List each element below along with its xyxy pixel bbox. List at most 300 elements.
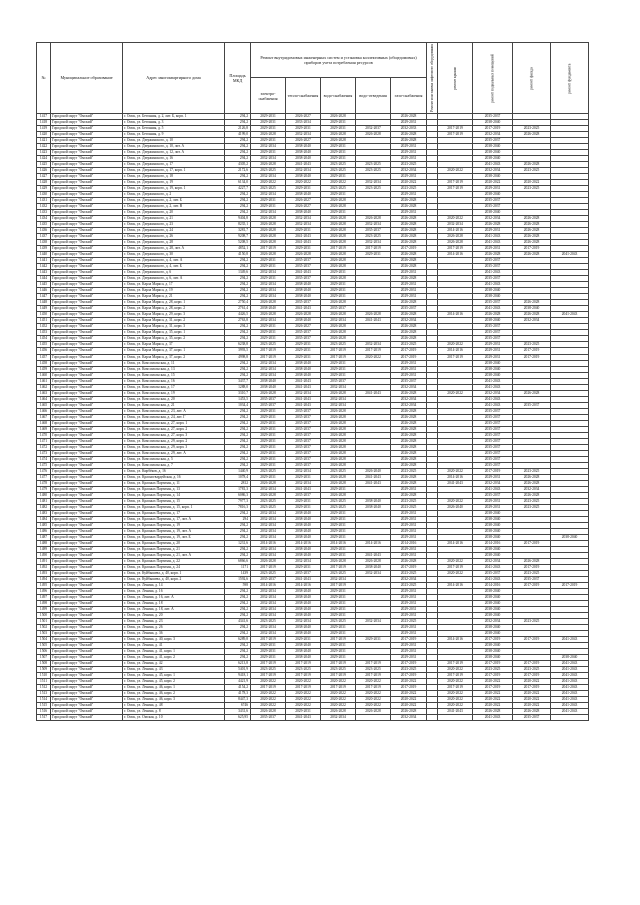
cell-basement: 2020-2022: [473, 679, 513, 685]
cell-water: 2029-2031: [321, 553, 356, 559]
cell-facade: 2026-2028: [513, 709, 551, 715]
cell-municipality: Городской округ "Омский": [51, 143, 123, 149]
cell-water: 2032-2034: [321, 402, 356, 408]
cell-sewer: 2026-2028: [356, 131, 391, 137]
cell-roof: 2020-2022: [438, 571, 473, 577]
cell-area: 3310,7: [225, 390, 251, 396]
cell-area: 4178,3: [225, 691, 251, 697]
cell-electro: 2023-2025: [251, 342, 286, 348]
cell-basement: 2038-2040: [473, 607, 513, 613]
cell-municipality: Городской округ "Омский": [51, 252, 123, 258]
cell-address: г. Омск, ул. Дзержинского, д. 20: [123, 210, 225, 216]
cell-facade: 2026-2028: [513, 300, 551, 306]
cell-row-num: 1467: [37, 414, 51, 420]
cell-roof: 2041-2043: [438, 480, 473, 486]
cell-electro: 2032-2034: [251, 143, 286, 149]
cell-electro: 2032-2034: [251, 294, 286, 300]
cell-area: 294,2: [225, 294, 251, 300]
cell-basement: 2038-2040: [473, 366, 513, 372]
cell-heat: 2029-2031: [286, 125, 321, 131]
cell-heat: 2038-2040: [286, 655, 321, 661]
cell-water: 2029-2031: [321, 607, 356, 613]
cell-water: 2029-2031: [321, 649, 356, 655]
cell-municipality: Городской округ "Омский": [51, 306, 123, 312]
cell-water: 2029-2031: [321, 372, 356, 378]
cell-address: г. Омск, ул. Дзержинского, д. 26: [123, 234, 225, 240]
cell-water: 2029-2031: [321, 210, 356, 216]
cell-gas: 2017-2019: [391, 565, 427, 571]
cell-water: 2029-2031: [321, 595, 356, 601]
cell-gas: 2023-2025: [391, 468, 427, 474]
cell-water: 2017-2019: [321, 673, 356, 679]
cell-electro: 2026-2028: [251, 559, 286, 565]
cell-area: 9418,1: [225, 673, 251, 679]
cell-water: 2017-2019: [321, 348, 356, 354]
cell-gas: 2029-2031: [391, 553, 427, 559]
cell-heat: 2041-2043: [286, 306, 321, 312]
cell-address: г. Омск, ул. Комсомольская, д. 27, корп. 3: [123, 432, 225, 438]
cell-address: г. Омск, ул. Карла Маркса, д. 28, корп. 1: [123, 300, 225, 306]
cell-basement: 2035-2037: [473, 198, 513, 204]
cell-area: 4341,6: [225, 619, 251, 625]
cell-address: г. Омск, ул. Дзержинского, д. 10, лит. А: [123, 143, 225, 149]
cell-area: 294,2: [225, 522, 251, 528]
cell-area: 294,2: [225, 589, 251, 595]
cell-facade: 2017-2019: [513, 540, 551, 546]
cell-water: 2029-2031: [321, 282, 356, 288]
cell-electro: 2032-2034: [251, 607, 286, 613]
cell-row-num: 1447: [37, 294, 51, 300]
cell-water: 2029-2031: [321, 625, 356, 631]
cell-sewer: 2029-2031: [356, 637, 391, 643]
cell-basement: 2029-2031: [473, 186, 513, 192]
cell-area: 6746: [225, 703, 251, 709]
cell-roof: 2020-2022: [438, 168, 473, 174]
cell-row-num: 1480: [37, 492, 51, 498]
cell-heat: 2029-2031: [286, 186, 321, 192]
cell-heat: 2020-2022: [286, 180, 321, 186]
cell-municipality: Городской округ "Омский": [51, 264, 123, 270]
cell-electro: 2029-2031: [251, 456, 286, 462]
cell-municipality: Городской округ "Омский": [51, 149, 123, 155]
cell-heat: 2032-2034: [286, 390, 321, 396]
cell-water: 2029-2031: [321, 534, 356, 540]
cell-gas: 2026-2028: [391, 450, 427, 456]
cell-address: г. Омск, ул. Бетонная, д. 9: [123, 131, 225, 137]
cell-heat: 2035-2037: [286, 492, 321, 498]
cell-municipality: Городской округ "Омский": [51, 619, 123, 625]
cell-area: 5401,9: [225, 667, 251, 673]
cell-municipality: Городской округ "Омский": [51, 180, 123, 186]
cell-address: г. Омск, ул. Бетонная, д. 5: [123, 125, 225, 131]
cell-row-num: 1460: [37, 372, 51, 378]
cell-area: 294,2: [225, 113, 251, 119]
cell-heat: 2038-2040: [286, 613, 321, 619]
cell-sewer: 2020-2022: [356, 697, 391, 703]
cell-heat: 2041-2043: [286, 577, 321, 583]
cell-municipality: Городской округ "Омский": [51, 571, 123, 577]
cell-gas: 2029-2031: [391, 294, 427, 300]
cell-gas: 2026-2028: [391, 324, 427, 330]
cell-water: 2020-2022: [321, 180, 356, 186]
cell-address: г. Омск, ул. Ленина, д. 16: [123, 589, 225, 595]
cell-basement: 2032-2034: [473, 390, 513, 396]
cell-electro: 2029-2031: [251, 414, 286, 420]
cell-electro: 2020-2022: [251, 679, 286, 685]
cell-gas: 2032-2034: [391, 396, 427, 402]
cell-sewer: 2032-2034: [356, 571, 391, 577]
cell-row-num: 1479: [37, 486, 51, 492]
cell-electro: 2026-2028: [251, 131, 286, 137]
cell-water: 2026-2028: [321, 709, 356, 715]
cell-facade: 2020-2022: [513, 703, 551, 709]
cell-address: г. Омск, ул. Дзержинского, д. 12, лит. А: [123, 149, 225, 155]
cell-municipality: Городской округ "Омский": [51, 366, 123, 372]
cell-address: г. Омск, ул. Дзержинского, д. 4, лит. Б: [123, 264, 225, 270]
cell-area: 294,2: [225, 192, 251, 198]
cell-basement: 2029-2031: [473, 342, 513, 348]
cell-gas: 2032-2034: [391, 715, 427, 721]
cell-row-num: 1512: [37, 685, 51, 691]
cell-sewer: 2017-2019: [356, 673, 391, 679]
cell-row-num: 1509: [37, 667, 51, 673]
cell-water: 2023-2025: [321, 162, 356, 168]
cell-heat: 2032-2034: [286, 480, 321, 486]
cell-gas: 2023-2025: [391, 504, 427, 510]
cell-water: 2029-2031: [321, 589, 356, 595]
cell-gas: 2029-2031: [391, 528, 427, 534]
cell-water: 2029-2031: [321, 643, 356, 649]
cell-basement: 2038-2040: [473, 360, 513, 366]
cell-water: 2029-2031: [321, 547, 356, 553]
cell-heat: 2038-2040: [286, 516, 321, 522]
cell-sewer: 2017-2019: [356, 246, 391, 252]
cell-gas: 2023-2025: [391, 667, 427, 673]
cell-row-num: 1507: [37, 655, 51, 661]
cell-address: г. Омск, ул. Комсомольская, д. 23, лит. А: [123, 408, 225, 414]
cell-basement: 2038-2040: [473, 589, 513, 595]
cell-sewer: 2032-2034: [356, 180, 391, 186]
cell-basement: 2020-2022: [473, 180, 513, 186]
cell-row-num: 1449: [37, 306, 51, 312]
cell-basement: 2038-2040: [473, 625, 513, 631]
cell-basement: 2038-2040: [473, 655, 513, 661]
cell-gas: 2017-2019: [391, 661, 427, 667]
cell-row-num: 1504: [37, 637, 51, 643]
cell-heat: 2014-2016: [286, 583, 321, 589]
cell-heat: 2023-2025: [286, 667, 321, 673]
cell-area: 4421,9: [225, 679, 251, 685]
cell-gas: 2029-2031: [391, 534, 427, 540]
cell-area: 4305,2: [225, 162, 251, 168]
cell-electro: 2026-2028: [251, 222, 286, 228]
cell-address: г. Омск, ул. Комсомольская, д. 15: [123, 372, 225, 378]
cell-water: 2026-2028: [321, 222, 356, 228]
cell-heat: 2026-2027: [286, 137, 321, 143]
cell-row-num: 1441: [37, 258, 51, 264]
cell-area: 294,2: [225, 528, 251, 534]
cell-address: г. Омск, ул. Дзержинского, д. 4, лит. А: [123, 258, 225, 264]
cell-sewer: 2020-2022: [356, 703, 391, 709]
cell-gas: 2029-2031: [391, 486, 427, 492]
cell-area: 294,2: [225, 264, 251, 270]
cell-electro: 2029-2031: [251, 643, 286, 649]
cell-electro: 2032-2034: [251, 625, 286, 631]
cell-address: г. Омск, ул. Дзержинского, д. 28: [123, 240, 225, 246]
cell-address: г. Омск, ул. Комсомольская, д. 24, лит. Г: [123, 414, 225, 420]
header-roof: ремонт крыши: [438, 43, 473, 114]
cell-facade: 2026-2028: [513, 492, 551, 498]
cell-municipality: Городской округ "Омский": [51, 510, 123, 516]
cell-gas: 2023-2025: [391, 583, 427, 589]
cell-municipality: Городской округ "Омский": [51, 258, 123, 264]
cell-gas: 2032-2034: [391, 384, 427, 390]
cell-basement: 2035-2037: [473, 264, 513, 270]
cell-sewer: 2023-2025: [356, 667, 391, 673]
cell-heat: 2033-2034: [286, 119, 321, 125]
cell-roof: [438, 715, 473, 721]
cell-electro: 2029-2031: [251, 655, 286, 661]
cell-electro: 2014-2016: [251, 540, 286, 546]
cell-water: 2026-2028: [321, 216, 356, 222]
cell-row-num: 1498: [37, 601, 51, 607]
cell-basement: 2014-2016: [473, 540, 513, 546]
cell-municipality: Городской округ "Омский": [51, 613, 123, 619]
cell-municipality: Городской округ "Омский": [51, 300, 123, 306]
cell-water: 2029-2031: [321, 613, 356, 619]
cell-basement: 2038-2040: [473, 601, 513, 607]
cell-row-num: 1448: [37, 300, 51, 306]
cell-water: 2026-2028: [321, 264, 356, 270]
cell-address: г. Омск, ул. Бетонная, д. 2, лит. Б, корп. 1: [123, 113, 225, 119]
cell-address: г. Омск, ул. Ленина, д. 18, лит. А: [123, 607, 225, 613]
cell-water: 2029-2031: [321, 360, 356, 366]
cell-area: 294,2: [225, 336, 251, 342]
cell-municipality: Городской округ "Омский": [51, 607, 123, 613]
cell-heat: 2035-2037: [286, 408, 321, 414]
cell-facade: 2035-2037: [513, 402, 551, 408]
cell-municipality: Городской округ "Омский": [51, 342, 123, 348]
cell-area: 1034,4: [225, 402, 251, 408]
cell-municipality: Городской округ "Омский": [51, 565, 123, 571]
cell-heat: 2026-2027: [286, 324, 321, 330]
cell-roof: 2020-2022: [438, 691, 473, 697]
cell-area: 294,2: [225, 631, 251, 637]
cell-municipality: Городской округ "Омский": [51, 312, 123, 318]
cell-municipality: Городской округ "Омский": [51, 168, 123, 174]
cell-area: 4227,7: [225, 186, 251, 192]
cell-foundation: 2041-2043: [551, 252, 589, 258]
cell-gas: 2032-2034: [391, 168, 427, 174]
cell-area: 294,2: [225, 649, 251, 655]
cell-facade: 2038-2040: [513, 306, 551, 312]
cell-address: г. Омск, ул. Бетонная, д. 3: [123, 119, 225, 125]
cell-area: 294: [225, 516, 251, 522]
cell-facade: 2026-2028: [513, 480, 551, 486]
cell-water: 2026-2028: [321, 131, 356, 137]
cell-address: г. Омск, ул. Комсомольская, д. 27, корп. 2: [123, 426, 225, 432]
cell-gas: 2026-2028: [391, 336, 427, 342]
cell-foundation: 2041-2043: [551, 709, 589, 715]
cell-row-num: 1484: [37, 516, 51, 522]
cell-water: 2026-2028: [321, 432, 356, 438]
cell-municipality: Городской округ "Омский": [51, 498, 123, 504]
cell-row-num: 1436: [37, 228, 51, 234]
cell-area: 6086,3: [225, 492, 251, 498]
cell-gas: 2035-2037: [391, 378, 427, 384]
cell-basement: 2038-2040: [473, 553, 513, 559]
cell-water: 2017-2019: [321, 354, 356, 360]
header-electro: электро-снабжения: [251, 78, 286, 113]
cell-address: г. Омск, ул. Красных Партизан, д. 13: [123, 486, 225, 492]
cell-municipality: Городской округ "Омский": [51, 426, 123, 432]
cell-municipality: Городской округ "Омский": [51, 330, 123, 336]
cell-area: 2812: [225, 480, 251, 486]
cell-facade: 2023-2025: [513, 571, 551, 577]
cell-municipality: Городской округ "Омский": [51, 113, 123, 119]
cell-heat: 2026-2027: [286, 113, 321, 119]
cell-municipality: Городской округ "Омский": [51, 685, 123, 691]
cell-municipality: Городской округ "Омский": [51, 360, 123, 366]
cell-row-num: 1493: [37, 571, 51, 577]
cell-address: г. Омск, ул. Комсомольская, д. 7: [123, 462, 225, 468]
cell-electro: 2029-2031: [251, 137, 286, 143]
cell-facade: 2017-2019: [513, 637, 551, 643]
cell-municipality: Городской округ "Омский": [51, 198, 123, 204]
cell-gas: 2029-2031: [391, 119, 427, 125]
cell-address: г. Омск, ул. Красных Партизан, д. 15, корп. 1: [123, 504, 225, 510]
cell-area: 294,2: [225, 534, 251, 540]
cell-row-num: 1458: [37, 360, 51, 366]
cell-area: 294,2: [225, 462, 251, 468]
cell-water: 2029-2031: [321, 143, 356, 149]
cell-address: г. Омск, ул. Ленина, д. 18: [123, 601, 225, 607]
cell-area: 1078,4: [225, 474, 251, 480]
cell-row-num: 1500: [37, 613, 51, 619]
cell-roof: 2026-2028: [438, 234, 473, 240]
cell-roof: 2020-2022: [438, 703, 473, 709]
cell-electro: 2023-2025: [251, 504, 286, 510]
cell-electro: 2029-2031: [251, 276, 286, 282]
cell-heat: 2038-2040: [286, 288, 321, 294]
cell-heat: 2017-2019: [286, 673, 321, 679]
cell-sewer: 2026-2028: [356, 312, 391, 318]
cell-water: 2035-2037: [321, 378, 356, 384]
cell-electro: 2023-2025: [251, 571, 286, 577]
cell-municipality: Городской округ "Омский": [51, 528, 123, 534]
cell-address: г. Омск, ул. Красных Партизан, д. 19, лит. Б: [123, 534, 225, 540]
cell-gas: 2026-2028: [391, 474, 427, 480]
cell-municipality: Городской округ "Омский": [51, 450, 123, 456]
cell-gas: 2029-2031: [391, 601, 427, 607]
cell-heat: 2038-2040: [286, 192, 321, 198]
cell-address: г. Омск, ул. Куйбышева, д. 40, корп. 2: [123, 577, 225, 583]
cell-row-num: 1470: [37, 432, 51, 438]
cell-basement: 2038-2040: [473, 155, 513, 161]
cell-electro: 2017-2019: [251, 354, 286, 360]
cell-water: 2014-2016: [321, 540, 356, 546]
cell-area: 294,2: [225, 288, 251, 294]
cell-municipality: Городской округ "Омский": [51, 589, 123, 595]
cell-roof: 2020-2022: [438, 498, 473, 504]
cell-row-num: 1434: [37, 216, 51, 222]
cell-roof: 2014-2016: [438, 228, 473, 234]
cell-municipality: Городской округ "Омский": [51, 480, 123, 486]
cell-row-num: 1503: [37, 631, 51, 637]
header-municipality: Муниципальное образование: [51, 43, 123, 114]
cell-area: 1231,6: [225, 540, 251, 546]
cell-address: г. Омск, ул. Карла Маркса, д. 35, корп. 2: [123, 336, 225, 342]
cell-basement: 2041-2043: [473, 240, 513, 246]
cell-electro: 2032-2034: [251, 155, 286, 161]
cell-sewer: 2014-2016: [356, 540, 391, 546]
cell-row-num: 1466: [37, 408, 51, 414]
cell-municipality: Городской округ "Омский": [51, 679, 123, 685]
cell-address: г. Омск, ул. Ленина, д. 41: [123, 643, 225, 649]
cell-area: 294,2: [225, 414, 251, 420]
cell-water: 2026-2028: [321, 408, 356, 414]
cell-address: г. Омск, ул. Ленина, д. 46, корп. 2: [123, 691, 225, 697]
cell-gas: 2029-2031: [391, 643, 427, 649]
cell-heat: 2029-2031: [286, 348, 321, 354]
cell-basement: 2026-2028: [473, 312, 513, 318]
cell-electro: 2026-2028: [251, 300, 286, 306]
cell-municipality: Городской округ "Омский": [51, 553, 123, 559]
cell-basement: 2035-2037: [473, 426, 513, 432]
cell-electro: 2032-2034: [251, 631, 286, 637]
cell-facade: 2026-2028: [513, 559, 551, 565]
cell-gas: 2026-2028: [391, 432, 427, 438]
cell-municipality: Городской округ "Омский": [51, 210, 123, 216]
cell-basement: 2035-2037: [473, 456, 513, 462]
cell-heat: 2038-2040: [286, 318, 321, 324]
cell-address: г. Омск, ул. Красных Партизан, д. 17: [123, 510, 225, 516]
cell-address: г. Омск, ул. Ленина, д. 45, корп. 1: [123, 673, 225, 679]
cell-electro: 2023-2025: [251, 168, 286, 174]
cell-electro: 2029-2031: [251, 204, 286, 210]
cell-gas: 2020-2022: [391, 679, 427, 685]
cell-sewer: 2023-2025: [356, 186, 391, 192]
cell-address: г. Омск, ул. Комсомольская, д. 29, корп. 2: [123, 438, 225, 444]
cell-electro: 2026-2028: [251, 709, 286, 715]
cell-area: 6134,0: [225, 180, 251, 186]
cell-electro: 2023-2025: [251, 468, 286, 474]
cell-municipality: Городской округ "Омский": [51, 414, 123, 420]
cell-area: 3437,7: [225, 378, 251, 384]
cell-electro: 2017-2019: [251, 673, 286, 679]
table-body: [37, 113, 589, 721]
cell-roof: 2017-2019: [438, 354, 473, 360]
cell-area: 6213,8: [225, 661, 251, 667]
cell-row-num: 1513: [37, 691, 51, 697]
cell-basement: 2038-2040: [473, 510, 513, 516]
cell-electro: 2032-2034: [251, 534, 286, 540]
cell-basement: 2038-2040: [473, 372, 513, 378]
cell-area: 294,2: [225, 360, 251, 366]
cell-municipality: Городской округ "Омский": [51, 402, 123, 408]
cell-area: 4426,5: [225, 312, 251, 318]
cell-municipality: Городской округ "Омский": [51, 709, 123, 715]
cell-area: 3431,6: [225, 709, 251, 715]
cell-gas: 2026-2028: [391, 456, 427, 462]
cell-row-num: 1483: [37, 510, 51, 516]
cell-facade: 2026-2028: [513, 312, 551, 318]
cell-water: 2029-2031: [321, 155, 356, 161]
cell-row-num: 1464: [37, 396, 51, 402]
cell-row-num: 1514: [37, 697, 51, 703]
cell-electro: 2026-2028: [251, 228, 286, 234]
cell-address: г. Омск, ул. Комсомольская, д. 27, корп. 1: [123, 420, 225, 426]
